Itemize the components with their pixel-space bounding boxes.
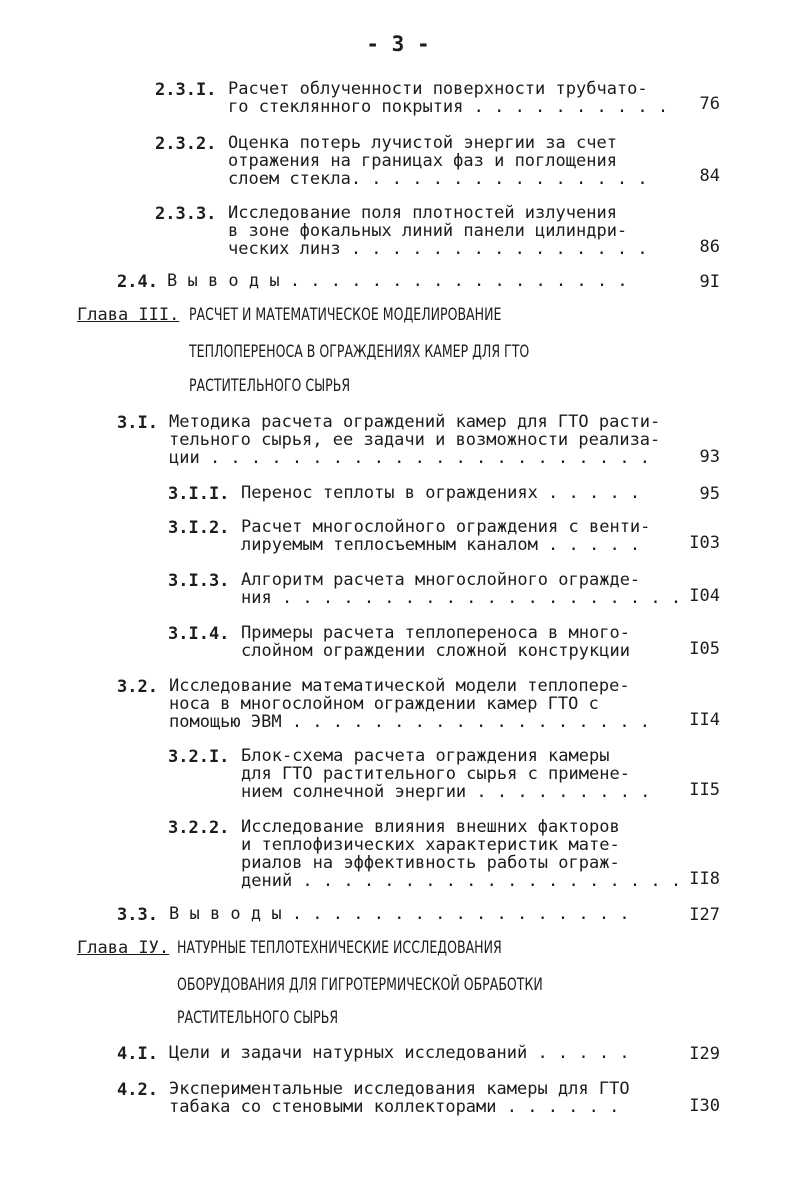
chapter-title-line: РАСТИТЕЛЬНОГО СЫРЬЯ — [177, 1008, 339, 1028]
entry-title-line: Примеры расчета теплопереноса в много- — [241, 623, 630, 643]
entry-number: 3.I.2. — [168, 518, 230, 538]
entry-number: 4.I. — [117, 1044, 158, 1064]
chapter-label: Глава IУ. — [77, 938, 170, 958]
entry-number: 2.4. — [117, 272, 158, 292]
entry-title-line: носа в многослойном ограждении камер ГТО с — [169, 694, 599, 714]
entry-title-line: ции . . . . . . . . . . . . . . . . . . . . . . — [169, 448, 651, 468]
entry-title-line: Алгоритм расчета многослойного огражде- — [241, 570, 641, 590]
entry-title-line: В ы в о д ы . . . . . . . . . . . . . . . . . — [169, 904, 630, 924]
entry-title-line: тельного сырья, ее задачи и возможности реализа- — [169, 430, 661, 450]
entry-title-line: в зоне фокальных линий панели цилиндри- — [228, 221, 628, 241]
entry-page: I27 — [689, 905, 720, 925]
entry-title-line: для ГТО растительного сырья с примене- — [241, 764, 630, 784]
chapter-title-line: РАСЧЕТ И МАТЕМАТИЧЕСКОЕ МОДЕЛИРОВАНИЕ — [189, 305, 502, 325]
entry-number: 3.I.4. — [168, 624, 230, 644]
chapter-label: Глава III. — [77, 305, 180, 325]
entry-title-line: Исследование влияния внешних факторов — [241, 817, 620, 837]
toc-entry-4-2 — [117, 1080, 720, 1120]
entry-page: II4 — [689, 710, 720, 730]
entry-title-line: ческих линз . . . . . . . . . . . . . . . — [228, 239, 648, 259]
entry-title-line: Экспериментальные исследования камеры для ГТО — [169, 1079, 630, 1099]
entry-page: I04 — [689, 586, 720, 606]
entry-number: 3.I.I. — [168, 484, 230, 504]
entry-title-line: Блок-схема расчета ограждения камеры — [241, 746, 610, 766]
entry-page: 9I — [699, 272, 720, 292]
entry-title-line: го стеклянного покрытия . . . . . . . . . . — [228, 97, 669, 117]
chapter-title-line: ОБОРУДОВАНИЯ ДЛЯ ГИГРОТЕРМИЧЕСКОЙ ОБРАБОТКИ — [177, 975, 543, 995]
entry-title-line: лируемым теплосъемным каналом . . . . . — [241, 535, 641, 555]
entry-title-line: нием солнечной энергии . . . . . . . . . — [241, 782, 651, 802]
entry-title-line: отражения на границах фаз и поглощения — [228, 151, 617, 171]
entry-title-line: В ы в о д ы . . . . . . . . . . . . . . . . . — [167, 271, 628, 291]
entry-page: I05 — [689, 639, 720, 659]
entry-title-line: Методика расчета ограждений камер для ГТО расти- — [169, 412, 661, 432]
entry-number: 3.2.I. — [168, 747, 230, 767]
entry-title-line: Цели и задачи натурных исследований . . . . . — [169, 1043, 630, 1063]
toc-entry-3-2-2 — [168, 818, 720, 894]
entry-number: 3.3. — [117, 905, 158, 925]
entry-title-line: помощью ЭВМ . . . . . . . . . . . . . . . . . . — [169, 712, 651, 732]
page-number: - 3 - — [366, 32, 430, 56]
toc-entry-3-3 — [117, 905, 720, 927]
entry-page: II5 — [689, 780, 720, 800]
toc-entry-2-3-1 — [155, 80, 720, 120]
entry-title-line: Перенос теплоты в ограждениях . . . . . — [241, 483, 641, 503]
entry-page: 76 — [699, 94, 720, 114]
entry-title-line: Оценка потерь лучистой энергии за счет — [228, 133, 617, 153]
entry-number: 4.2. — [117, 1080, 158, 1100]
toc-entry-3-2-1 — [168, 747, 720, 807]
entry-number: 2.3.3. — [155, 204, 217, 224]
entry-title-line: и теплофизических характеристик мате- — [241, 835, 620, 855]
toc-entry-2-3-2 — [155, 134, 720, 194]
entry-number: 3.I.3. — [168, 571, 230, 591]
entry-title-line: Исследование поля плотностей излучения — [228, 203, 617, 223]
toc-entry-4-1 — [117, 1044, 720, 1066]
entry-page: I29 — [689, 1044, 720, 1064]
chapter-3-heading — [77, 305, 717, 405]
entry-number: 2.3.I. — [155, 80, 217, 100]
entry-number: 2.3.2. — [155, 134, 217, 154]
toc-entry-3-1 — [117, 413, 720, 473]
entry-title-line: табака со стеновыми коллекторами . . . . . . — [169, 1097, 620, 1117]
entry-page: II8 — [689, 869, 720, 889]
entry-page: I30 — [689, 1096, 720, 1116]
toc-entry-2-3-3 — [155, 204, 720, 264]
entry-title-line: Расчет облученности поверхности трубчато- — [228, 79, 648, 99]
entry-page: 84 — [699, 166, 720, 186]
toc-entry-3-2 — [117, 677, 720, 737]
entry-title-line: дений . . . . . . . . . . . . . . . . . . . — [241, 871, 682, 891]
entry-page: 95 — [699, 484, 720, 504]
entry-number: 3.2. — [117, 677, 158, 697]
toc-entry-2-4 — [117, 272, 720, 294]
chapter-4-heading — [77, 938, 717, 1038]
toc-entry-3-1-1 — [168, 484, 720, 506]
entry-title-line: ния . . . . . . . . . . . . . . . . . . . . — [241, 588, 682, 608]
entry-title-line: слоем стекла. . . . . . . . . . . . . . . — [228, 169, 648, 189]
entry-number: 3.I. — [117, 413, 158, 433]
entry-page: I03 — [689, 533, 720, 553]
entry-page: 93 — [699, 447, 720, 467]
entry-number: 3.2.2. — [168, 818, 230, 838]
toc-entry-3-1-4 — [168, 624, 720, 664]
entry-title-line: Исследование математической модели теплопере- — [169, 676, 630, 696]
entry-title-line: слойном ограждении сложной конструкции — [241, 641, 630, 661]
chapter-title-line: РАСТИТЕЛЬНОГО СЫРЬЯ — [189, 376, 351, 396]
chapter-title-line: ТЕПЛОПЕРЕНОСА В ОГРАЖДЕНИЯХ КАМЕР ДЛЯ ГТО — [189, 342, 530, 362]
entry-title-line: риалов на эффективность работы ограж- — [241, 853, 620, 873]
chapter-title-line: НАТУРНЫЕ ТЕПЛОТЕХНИЧЕСКИЕ ИССЛЕДОВАНИЯ — [177, 938, 502, 958]
entry-page: 86 — [699, 237, 720, 257]
toc-entry-3-1-3 — [168, 571, 720, 611]
entry-title-line: Расчет многослойного ограждения с венти- — [241, 517, 651, 537]
toc-entry-3-1-2 — [168, 518, 720, 558]
